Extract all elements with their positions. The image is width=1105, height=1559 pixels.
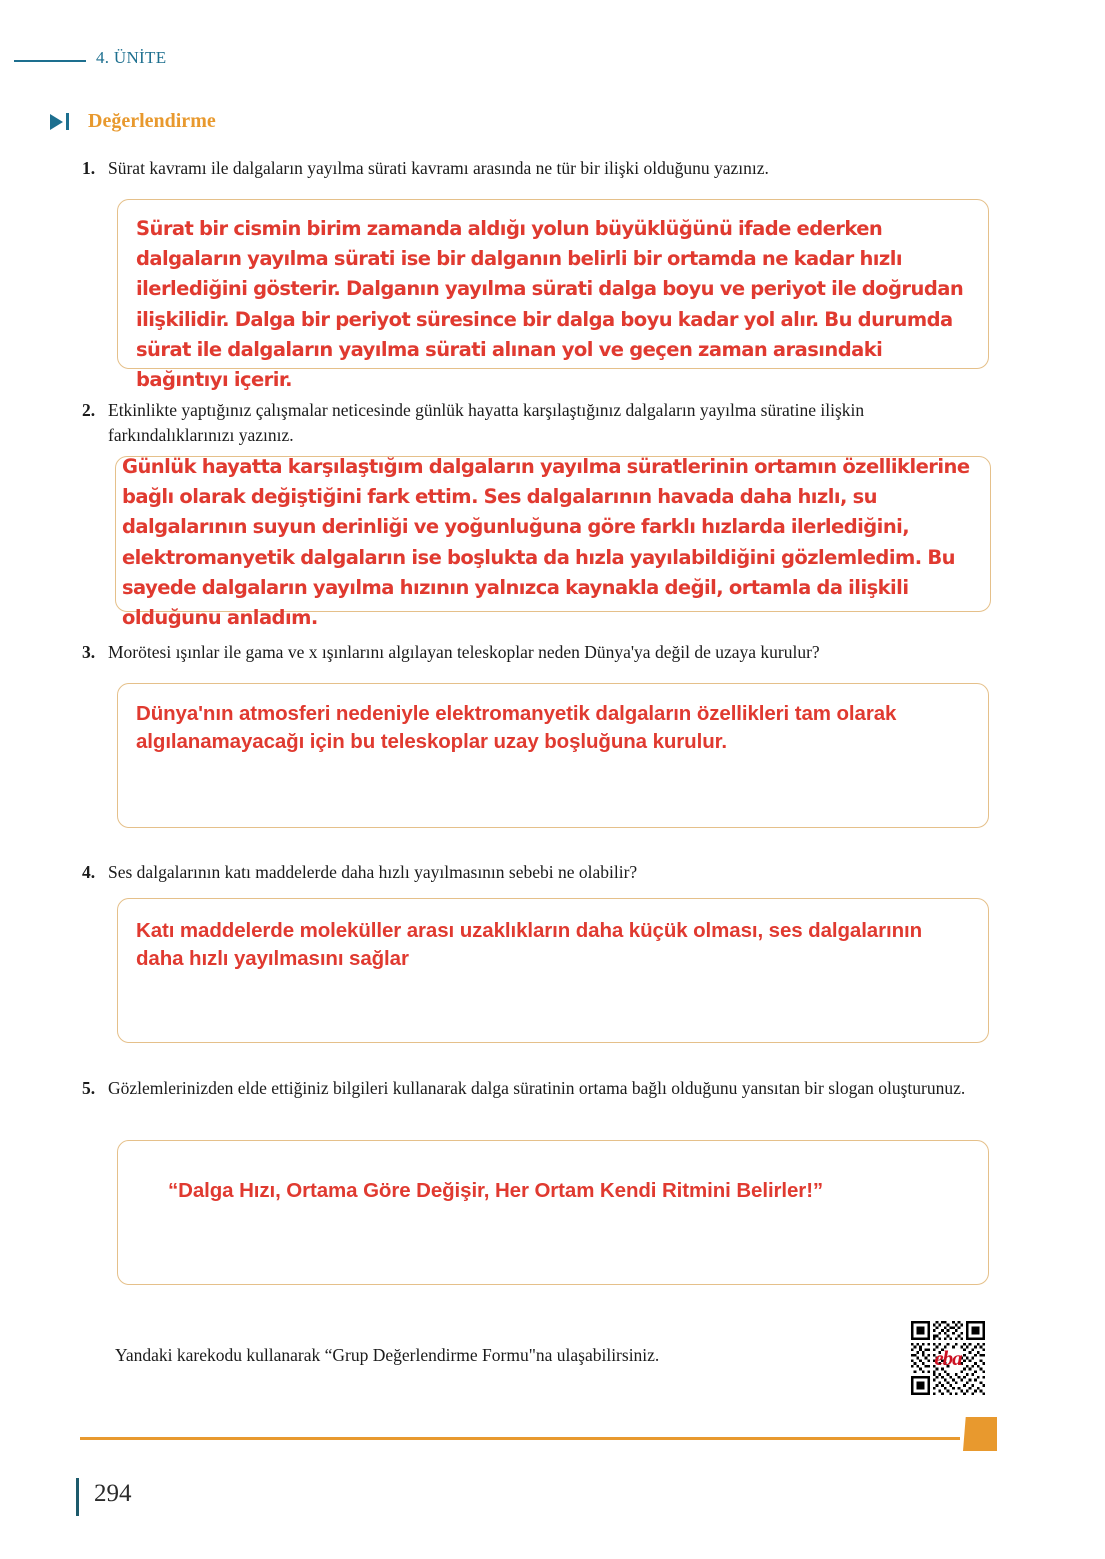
- bar-marker-icon: [66, 113, 69, 130]
- question-2-number: 2.: [82, 400, 96, 420]
- qr-code-graphic: [908, 1318, 988, 1398]
- section-title: Değerlendirme: [88, 110, 216, 132]
- answer-1-text: Sürat bir cismin birim zamanda aldığı yolun büyüklüğünü ifade ederken dalgaların yayılma sürati ise bir dalganın belirli bir ortamda ne kadar hızlı ilerlediğini gösterir. Dalganın yayılma sürati dalga boyu ve periyot ile doğrudan ilişkilidir. Dalga bir periyot süresince bir dalga boyu kadar yol alır. Bu durumda sürat ile dalgaların yayılma sürati alınan yol ve geçen zaman arasındaki bağıntıyı içerir.: [136, 217, 964, 392]
- question-1-number: 1.: [82, 158, 96, 178]
- answer-3-text: Dünya'nın atmosferi nedeniyle elektromanyetik dalgaların özellikleri tam olarak algılanamayacağı için bu teleskoplar uzay boşluğuna kurulur.: [136, 702, 897, 753]
- question-3-text: Morötesi ışınlar ile gama ve x ışınlarını algılayan teleskoplar neden Dünya'ya değil de uzaya kurulur?: [108, 642, 820, 662]
- question-4-number: 4.: [82, 862, 96, 882]
- question-1: [82, 156, 962, 181]
- qr-code[interactable]: [908, 1318, 988, 1398]
- page-number: 294: [94, 1480, 132, 1507]
- question-5-number: 5.: [82, 1078, 96, 1098]
- question-3-number: 3.: [82, 642, 96, 662]
- answer-5-text: “Dalga Hızı, Ortama Göre Değişir, Her Ortam Kendi Ritmini Belirler!”: [168, 1179, 824, 1202]
- page-number-bar: [76, 1478, 79, 1516]
- question-2: [82, 398, 967, 448]
- qr-instruction-text: Yandaki karekodu kullanarak “Grup Değerlendirme Formu"na ulaşabilirsiniz.: [115, 1345, 660, 1365]
- footer-accent-tab: [963, 1417, 997, 1451]
- triangle-bullet-icon: [50, 114, 63, 130]
- unit-label: 4. ÜNİTE: [96, 48, 167, 67]
- question-1-text: Sürat kavramı ile dalgaların yayılma sürati kavramı arasında ne tür bir ilişki olduğunu yazınız.: [108, 158, 769, 178]
- answer-2-text: Günlük hayatta karşılaştığım dalgaların yayılma süratlerinin ortamın özelliklerine bağlı olarak değiştiğini fark ettim. Ses dalgalarının havada daha hızlı, su dalgalarının suyun derinliği ve yoğunluğuna göre farklı hızlarda ilerlediğini, elektromanyetik dalgaların ise boşlukta da hızla yayılabildiğini gözlemledim. Bu sayede dalgaların yayılma hızının yalnızca kaynakla değil, ortamla da ilişkili olduğunu anladım.: [122, 455, 970, 630]
- question-4-text: Ses dalgalarının katı maddelerde daha hızlı yayılmasının sebebi ne olabilir?: [108, 862, 638, 882]
- header-rule: [14, 60, 86, 62]
- question-3: [82, 640, 962, 665]
- section-heading: [50, 110, 216, 133]
- answer-box-5[interactable]: [117, 1140, 989, 1285]
- question-4: [82, 860, 962, 885]
- question-5-text: Gözlemlerinizden elde ettiğiniz bilgileri kullanarak dalga süratinin ortama bağlı olduğunu yansıtan bir slogan oluşturunuz.: [108, 1078, 966, 1098]
- question-2-text: Etkinlikte yaptığınız çalışmalar neticesinde günlük hayatta karşılaştığınız dalgaların yayılma süratine ilişkin farkındalıklarınızı yazınız.: [108, 400, 865, 445]
- eba-logo: eba: [934, 1345, 962, 1370]
- answer-4-text: Katı maddelerde moleküller arası uzaklıkların daha küçük olması, ses dalgalarının daha hızlı yayılmasını sağlar: [136, 919, 923, 970]
- footer-rule: [80, 1437, 960, 1440]
- question-5: [82, 1076, 972, 1101]
